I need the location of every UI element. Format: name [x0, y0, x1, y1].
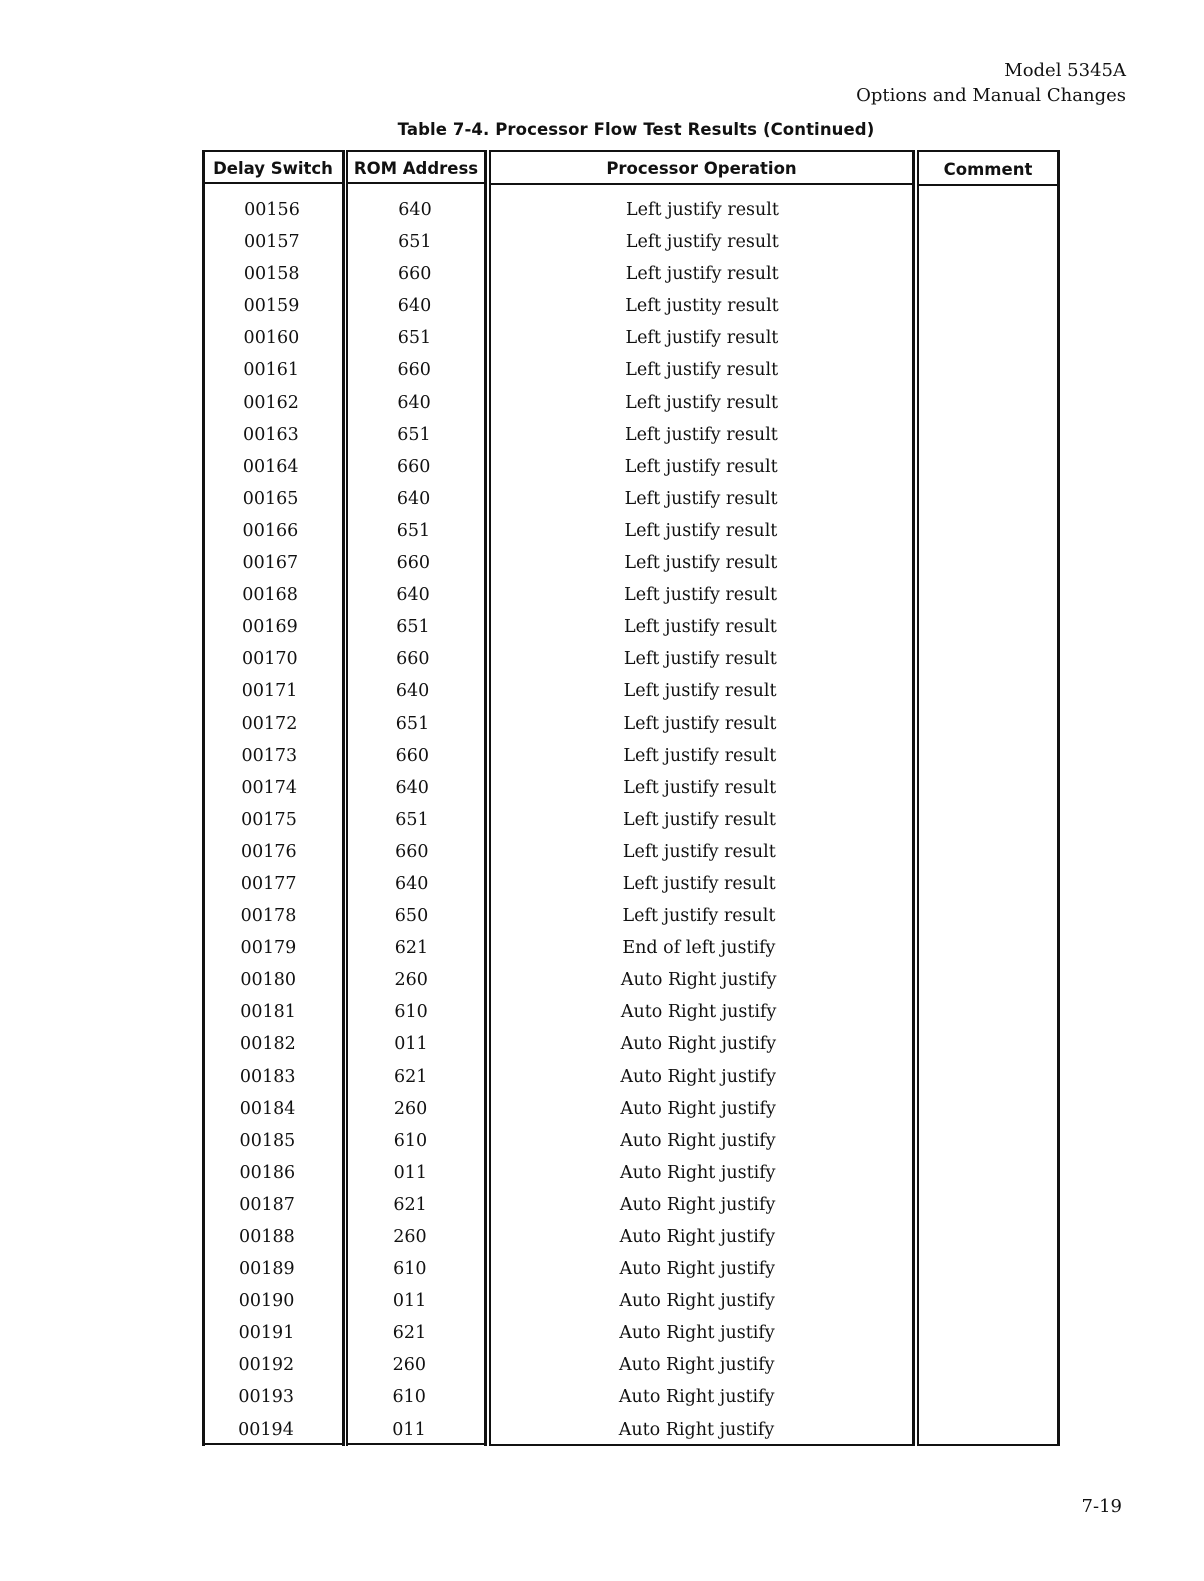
rom-address-cell: 640 [395, 681, 430, 702]
rom-address-cell: 610 [392, 1387, 426, 1408]
processor-operation-cell: Left justify result [623, 617, 777, 638]
rom-address-cell: 660 [397, 264, 432, 285]
table-row [202, 419, 1060, 451]
rom-address-cell: 660 [396, 553, 431, 574]
comment-cell [918, 579, 1058, 611]
table-row [202, 515, 1060, 547]
comment-cell [918, 354, 1058, 386]
rom-address-cell: 660 [395, 745, 430, 766]
delay-switch-cell: 00175 [241, 809, 297, 830]
delay-switch-cell: 00193 [238, 1387, 295, 1408]
processor-operation-cell: Left justify result [625, 392, 779, 413]
rom-address-cell: 621 [394, 938, 429, 959]
table-row [202, 547, 1060, 579]
model-label: Model 5345A [1004, 60, 1126, 81]
rom-address-cell: 011 [392, 1291, 427, 1312]
delay-switch-cell: 00192 [238, 1355, 295, 1376]
processor-operation-cell: Left justify result [623, 713, 777, 734]
delay-switch-cell: 00188 [239, 1227, 295, 1247]
comment-cell [918, 868, 1058, 900]
table-row [202, 451, 1060, 483]
delay-switch-cell: 00185 [239, 1130, 296, 1151]
rom-address-cell: 651 [395, 809, 429, 830]
table-title-text: Table 7-4. Processor Flow Test Results (Continued) [397, 120, 875, 139]
processor-flow-table [202, 150, 1060, 1446]
rom-address-cell: 260 [393, 1098, 428, 1119]
processor-operation-cell: Auto Right justify [619, 1194, 776, 1215]
column-header-processor-operation: Processor Operation [606, 158, 797, 178]
table-row [202, 1028, 1060, 1060]
table-row [202, 579, 1060, 611]
delay-switch-cell: 00189 [238, 1259, 295, 1280]
table-row [202, 772, 1060, 804]
processor-operation-cell: Left justify result [623, 649, 777, 670]
processor-operation-cell: Left justify result [624, 553, 778, 574]
table-row [202, 1414, 1060, 1446]
table-row [202, 1349, 1060, 1381]
comment-cell [918, 772, 1058, 804]
comment-cell [918, 1253, 1058, 1285]
rom-address-cell: 660 [396, 649, 430, 670]
comment-cell [918, 740, 1058, 772]
delay-switch-cell: 00164 [242, 456, 299, 477]
processor-operation-cell: Left justify result [622, 906, 776, 927]
processor-operation-cell: Left justify result [623, 681, 777, 702]
rom-address-cell: 660 [396, 456, 431, 477]
processor-operation-cell: End of left justify [622, 938, 776, 959]
rom-address-cell: 640 [397, 392, 431, 413]
rom-address-cell: 610 [394, 1002, 428, 1023]
rom-address-cell: 621 [393, 1066, 428, 1087]
delay-switch-cell: 00181 [240, 1002, 296, 1023]
table-row [202, 804, 1060, 836]
rom-address-cell: 640 [398, 200, 432, 220]
processor-operation-cell: Auto Right justify [619, 1259, 776, 1280]
rom-address-cell: 011 [392, 1419, 426, 1440]
table-row [202, 387, 1060, 419]
comment-cell [918, 387, 1058, 419]
processor-operation-cell: Auto Right justify [620, 1098, 776, 1119]
comment-cell [918, 1028, 1058, 1060]
comment-cell [918, 483, 1058, 515]
delay-switch-cell: 00179 [240, 938, 297, 959]
processor-operation-cell: Left justify result [624, 585, 778, 606]
rom-address-cell: 660 [395, 841, 429, 862]
processor-operation-cell: Left justify result [625, 328, 779, 349]
processor-operation-cell: Auto Right justify [618, 1387, 775, 1408]
processor-operation-cell: Auto Right justify [619, 1355, 775, 1376]
rom-address-cell: 651 [396, 520, 431, 541]
rom-address-cell: 651 [396, 617, 430, 638]
processor-operation-cell: Auto Right justify [619, 1323, 775, 1344]
comment-cell [918, 226, 1058, 258]
delay-switch-cell: 00191 [238, 1323, 295, 1344]
delay-switch-cell: 00177 [240, 873, 297, 894]
comment-cell [918, 1317, 1058, 1349]
comment-cell [918, 708, 1058, 740]
comment-cell [918, 804, 1058, 836]
processor-operation-cell: Auto Right justify [620, 1066, 776, 1087]
processor-operation-cell: Left justify result [626, 200, 779, 220]
delay-switch-cell: 00171 [241, 681, 298, 702]
delay-switch-cell: 00163 [243, 424, 299, 445]
processor-operation-cell: Left justify result [625, 360, 779, 381]
rom-address-cell: 651 [398, 232, 432, 253]
column-header-delay-switch: Delay Switch [213, 158, 333, 178]
table-row [202, 932, 1060, 964]
table-row [202, 194, 1060, 226]
table-row [202, 675, 1060, 707]
delay-switch-cell: 00180 [240, 970, 297, 991]
comment-cell [918, 290, 1058, 322]
processor-operation-cell: Left justify result [623, 809, 776, 830]
comment-cell [918, 547, 1058, 579]
rom-address-cell: 660 [397, 360, 431, 381]
comment-cell [918, 515, 1058, 547]
comment-cell [918, 1414, 1058, 1446]
table-row [202, 708, 1060, 740]
processor-operation-cell: Left justify result [624, 520, 778, 541]
comment-cell [918, 1221, 1058, 1253]
delay-switch-cell: 00156 [244, 200, 300, 220]
rom-address-cell: 011 [394, 1034, 428, 1055]
rom-address-cell: 650 [394, 906, 429, 927]
table-row [202, 868, 1060, 900]
table-row [202, 1061, 1060, 1093]
table-row [202, 1221, 1060, 1253]
comment-cell [918, 1349, 1058, 1381]
table-row [202, 1157, 1060, 1189]
header-top-border [917, 150, 1060, 152]
table-row [202, 996, 1060, 1028]
delay-switch-cell: 00167 [242, 553, 299, 574]
table-row [202, 1285, 1060, 1317]
table-row [202, 1093, 1060, 1125]
comment-cell [918, 451, 1058, 483]
delay-switch-cell: 00166 [242, 520, 299, 541]
processor-operation-cell: Auto Right justify [618, 1419, 775, 1440]
table-row [202, 1253, 1060, 1285]
comment-cell [918, 322, 1058, 354]
delay-switch-cell: 00157 [243, 232, 300, 253]
column-header-rom-address: ROM Address [353, 158, 479, 178]
table-row [202, 611, 1060, 643]
delay-switch-cell: 00168 [242, 585, 298, 606]
table-row [202, 290, 1060, 322]
rom-address-cell: 610 [393, 1259, 427, 1280]
processor-operation-cell: Left justify result [623, 745, 777, 766]
delay-switch-cell: 00160 [243, 328, 300, 349]
rom-address-cell: 260 [393, 1227, 427, 1247]
comment-cell [918, 1125, 1058, 1157]
processor-operation-cell: Left justify result [623, 777, 777, 798]
processor-operation-cell: Left justity result [625, 296, 779, 317]
comment-cell [918, 1061, 1058, 1093]
comment-cell [918, 675, 1058, 707]
table-row [202, 258, 1060, 290]
rom-address-cell: 011 [393, 1162, 428, 1183]
rom-address-cell: 640 [396, 488, 431, 509]
table-row [202, 483, 1060, 515]
comment-cell [918, 419, 1058, 451]
delay-switch-cell: 00190 [238, 1291, 295, 1312]
delay-switch-cell: 00174 [241, 777, 298, 798]
table-row [202, 643, 1060, 675]
column-header-comment: Comment [943, 159, 1033, 179]
rom-address-cell: 651 [397, 328, 432, 349]
table-row [202, 1317, 1060, 1349]
rom-address-cell: 260 [392, 1355, 427, 1376]
table-row [202, 226, 1060, 258]
processor-operation-cell: Auto Right justify [620, 1130, 776, 1151]
rom-address-cell: 621 [392, 1323, 427, 1344]
processor-operation-cell: Left justify result [622, 841, 776, 862]
delay-switch-cell: 00184 [239, 1098, 296, 1119]
rom-address-cell: 651 [395, 713, 430, 734]
rom-address-cell: 651 [397, 424, 431, 445]
table-row [202, 1381, 1060, 1413]
delay-switch-cell: 00162 [243, 392, 299, 413]
comment-cell [918, 900, 1058, 932]
comment-cell [918, 996, 1058, 1028]
table-row [202, 354, 1060, 386]
delay-switch-cell: 00169 [242, 617, 298, 638]
table-row [202, 836, 1060, 868]
page-number: 7-19 [1081, 1496, 1122, 1517]
table-body [202, 194, 1060, 1446]
delay-switch-cell: 00172 [241, 713, 298, 734]
processor-operation-cell: Left justify result [624, 488, 778, 509]
table-row [202, 740, 1060, 772]
processor-operation-cell: Left justify result [625, 232, 779, 253]
processor-operation-cell: Auto Right justify [619, 1227, 776, 1247]
rom-address-cell: 640 [396, 585, 430, 606]
delay-switch-cell: 00161 [243, 360, 300, 381]
processor-operation-cell: Auto Right justify [620, 970, 777, 991]
comment-cell [918, 258, 1058, 290]
comment-cell [918, 1157, 1058, 1189]
delay-switch-cell: 00186 [239, 1162, 296, 1183]
rom-address-cell: 260 [394, 970, 428, 991]
comment-cell [918, 1285, 1058, 1317]
processor-operation-cell: Auto Right justify [620, 1002, 777, 1023]
table-row [202, 322, 1060, 354]
delay-switch-cell: 00173 [241, 745, 298, 766]
processor-operation-cell: Auto Right justify [619, 1291, 775, 1312]
comment-cell [918, 643, 1058, 675]
delay-switch-cell: 00176 [240, 841, 297, 862]
delay-switch-cell: 00170 [241, 649, 298, 670]
delay-switch-cell: 00158 [243, 264, 300, 285]
processor-operation-cell: Auto Right justify [620, 1034, 777, 1055]
delay-switch-cell: 00165 [242, 488, 299, 509]
processor-operation-cell: Auto Right justify [620, 1162, 776, 1183]
table-row [202, 1125, 1060, 1157]
page-header [856, 58, 1126, 108]
comment-cell [918, 1093, 1058, 1125]
comment-cell [918, 1381, 1058, 1413]
delay-switch-cell: 00159 [243, 296, 300, 317]
delay-switch-cell: 00187 [239, 1194, 295, 1215]
comment-cell [918, 964, 1058, 996]
rom-address-cell: 640 [394, 873, 429, 894]
processor-operation-cell: Left justify result [622, 873, 776, 894]
delay-switch-cell: 00178 [240, 906, 297, 927]
table-row [202, 900, 1060, 932]
comment-cell [918, 194, 1058, 226]
delay-switch-cell: 00183 [239, 1066, 296, 1087]
processor-operation-cell: Left justify result [625, 264, 779, 285]
section-label: Options and Manual Changes [856, 85, 1126, 106]
rom-address-cell: 621 [393, 1194, 427, 1215]
delay-switch-cell: 00194 [238, 1419, 294, 1440]
rom-address-cell: 640 [395, 777, 429, 798]
table-row [202, 1189, 1060, 1221]
rom-address-cell: 640 [397, 296, 432, 317]
comment-cell [918, 611, 1058, 643]
comment-cell [918, 932, 1058, 964]
table-title [0, 120, 1204, 139]
delay-switch-cell: 00182 [240, 1034, 296, 1055]
processor-operation-cell: Left justify result [624, 424, 778, 445]
comment-cell [918, 836, 1058, 868]
table-row [202, 964, 1060, 996]
rom-address-cell: 610 [393, 1130, 428, 1151]
comment-cell [918, 1189, 1058, 1221]
processor-operation-cell: Left justify result [624, 456, 778, 477]
